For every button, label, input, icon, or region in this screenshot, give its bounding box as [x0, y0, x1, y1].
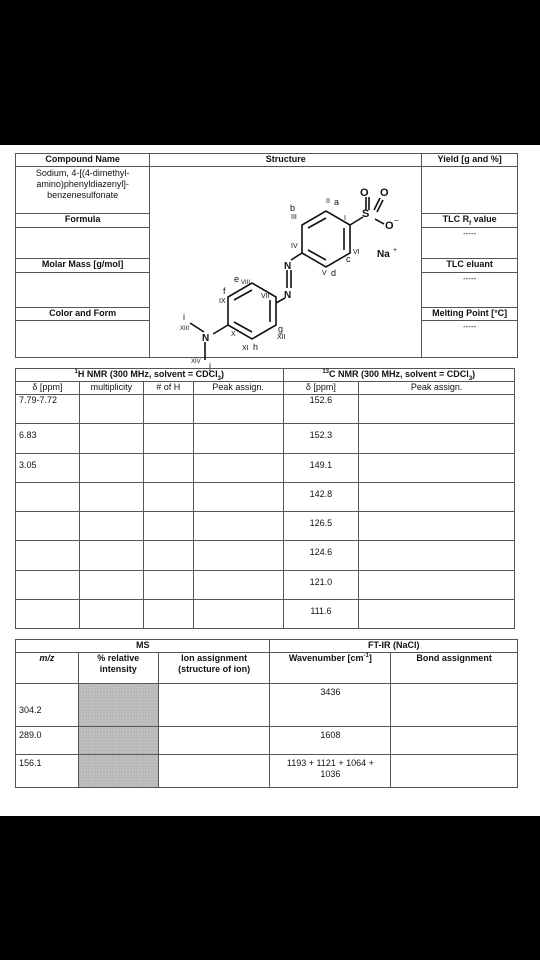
c-shift-cell: 121.0 — [283, 570, 359, 599]
rel-intensity-header: % relative intensity — [78, 653, 158, 684]
h-nmr-close: ) — [220, 369, 224, 379]
tlc-rf-header — [422, 214, 518, 228]
melting-point-value: ----- — [422, 321, 518, 358]
structure-cell — [150, 167, 422, 371]
c-shift-cell: 124.6 — [283, 541, 359, 570]
minus-charge: − — [394, 216, 399, 225]
c-assign-cell — [359, 541, 515, 570]
plus-charge: + — [393, 247, 398, 254]
mz-cell: 304.2 — [16, 684, 79, 727]
rel-intensity-cell — [78, 755, 158, 788]
h-shift-cell — [16, 512, 80, 541]
wavenumber-cell: 1608 — [270, 727, 391, 755]
h-nmr-title-text: H NMR (300 MHz, solvent = CDCl — [77, 369, 218, 379]
label-X: X — [231, 331, 236, 338]
ion-assignment-header: Ion assignment (structure of ion) — [158, 653, 270, 684]
h-assign-cell — [193, 453, 283, 482]
c-nmr-title-text: C NMR (300 MHz, solvent = CDCl — [329, 369, 469, 379]
nmr-row — [16, 599, 515, 628]
label-e: e — [234, 274, 240, 284]
nmr-row — [16, 482, 515, 511]
nmr-row — [16, 395, 515, 424]
num-h-cell — [143, 482, 193, 511]
multiplicity-cell — [79, 541, 143, 570]
nmr-row — [16, 541, 515, 570]
tlc-rf-value: ----- — [422, 227, 518, 258]
h-assign-cell — [193, 541, 283, 570]
h-shift-cell: 6.83 — [16, 424, 80, 453]
num-h-cell — [143, 599, 193, 628]
tlc-rf-subscript: f — [469, 221, 472, 228]
amine-nitrogen: N — [202, 333, 210, 344]
molar-mass-value — [16, 272, 150, 307]
color-form-header: Color and Form — [16, 307, 150, 321]
label-g: g — [278, 324, 284, 334]
nmr-row — [16, 453, 515, 482]
label-XI: XI — [242, 345, 249, 352]
wavenumber-cell: 3436 — [270, 684, 391, 727]
c-nmr-sub: 3 — [468, 375, 473, 382]
c-assign-cell — [359, 599, 515, 628]
c-assign-cell — [359, 453, 515, 482]
c-assign-cell — [359, 482, 515, 511]
c-nmr-close: ) — [472, 369, 476, 379]
h-shift-cell — [16, 541, 80, 570]
color-form-value — [16, 321, 150, 358]
multiplicity-cell — [79, 512, 143, 541]
h-shift-cell — [16, 599, 80, 628]
nmr-row — [16, 570, 515, 599]
tlc-eluant-header: TLC eluant — [422, 259, 518, 273]
multiplicity-header: multiplicity — [79, 382, 143, 395]
tlc-eluant-value: ----- — [422, 272, 518, 307]
multiplicity-cell — [79, 570, 143, 599]
structure-header: Structure — [150, 154, 422, 167]
formula-value — [16, 227, 150, 258]
tlc-rf-label-end: value — [471, 214, 497, 225]
oxygen-atom-2: O — [380, 187, 389, 199]
c-assign-cell — [359, 424, 515, 453]
num-h-cell — [143, 395, 193, 424]
c-assign-cell — [359, 570, 515, 599]
multiplicity-cell — [79, 424, 143, 453]
c-shift-cell: 111.6 — [283, 599, 359, 628]
nmr-table — [15, 368, 515, 629]
formula-header: Formula — [16, 214, 150, 228]
bond-assignment-cell — [391, 684, 518, 727]
nmr-row — [16, 512, 515, 541]
rel-intensity-cell — [78, 727, 158, 755]
wavenumber-close: ] — [368, 653, 372, 663]
h-shift-cell — [16, 482, 80, 511]
compound-info-table — [15, 153, 518, 371]
oxygen-anion: O — [385, 220, 394, 232]
h-shift-cell: 7.79-7.72 — [16, 395, 80, 424]
label-III: III — [291, 214, 298, 221]
h-shift-cell — [16, 570, 80, 599]
c-nmr-sup: 13 — [322, 369, 330, 375]
label-a: a — [334, 197, 340, 207]
bond-assignment-cell — [391, 727, 518, 755]
wavenumber-cell: 1193 + 1121 + 1064 + 1036 — [270, 755, 391, 788]
label-i: i — [183, 312, 186, 322]
c-shift-cell: 126.5 — [283, 512, 359, 541]
h-assign-cell — [193, 570, 283, 599]
yield-header: Yield [g and %] — [422, 154, 518, 167]
h-assign-cell — [193, 424, 283, 453]
label-XIV: XIV — [191, 359, 201, 365]
ms-title: MS — [16, 640, 270, 653]
num-h-cell — [143, 424, 193, 453]
label-c: c — [346, 254, 351, 264]
structure-drawing — [150, 167, 421, 371]
mz-header: m/z — [16, 653, 79, 684]
h-nmr-sup: 1 — [74, 369, 78, 375]
compound-name-value: Sodium, 4-[(4-dimethyl-amino)phenyldiazenyl]-benzenesulfonate — [16, 167, 150, 214]
mz-cell: 156.1 — [16, 755, 79, 788]
num-h-cell — [143, 453, 193, 482]
num-h-cell — [143, 512, 193, 541]
label-I: I — [344, 215, 347, 222]
label-j: j — [209, 361, 212, 371]
yield-value — [422, 167, 518, 214]
wavenumber-header — [270, 653, 391, 684]
ir-title: FT-IR (NaCl) — [270, 640, 518, 653]
oxygen-atom-1: O — [360, 187, 369, 199]
azo-nitrogen-1: N — [284, 261, 292, 272]
wavenumber-sup: -1 — [363, 653, 369, 659]
num-h-cell — [143, 541, 193, 570]
label-XIII: XIII — [180, 326, 190, 332]
h-assign-cell — [193, 599, 283, 628]
c-assign-cell — [359, 512, 515, 541]
label-d: d — [331, 268, 337, 278]
label-V: V — [322, 270, 327, 277]
c-shift-header: δ [ppm] — [283, 382, 359, 395]
wavenumber-label: Wavenumber [cm — [288, 653, 364, 663]
h-nmr-sub: 3 — [217, 375, 221, 382]
molar-mass-header: Molar Mass [g/mol] — [16, 259, 150, 273]
c-nmr-title — [283, 369, 515, 382]
ms-ir-row — [16, 684, 518, 727]
ion-assignment-cell — [158, 727, 270, 755]
bond-assignment-cell — [391, 755, 518, 788]
ms-ir-row — [16, 755, 518, 788]
label-VI: VI — [353, 249, 360, 256]
num-h-cell — [143, 570, 193, 599]
melting-point-header: Melting Point [°C] — [422, 307, 518, 321]
ms-ir-table — [15, 639, 518, 788]
multiplicity-cell — [79, 599, 143, 628]
label-h: h — [253, 342, 259, 352]
rel-intensity-cell — [78, 684, 158, 727]
nmr-row — [16, 424, 515, 453]
azo-nitrogen-2: N — [284, 290, 292, 301]
label-XII: XII — [277, 334, 286, 341]
tlc-rf-label: TLC R — [442, 214, 470, 225]
h-shift-header: δ [ppm] — [16, 382, 80, 395]
label-VIII: VIII — [241, 280, 251, 286]
label-f: f — [223, 286, 226, 296]
label-II: II — [326, 198, 331, 205]
ion-assignment-cell — [158, 684, 270, 727]
multiplicity-cell — [79, 482, 143, 511]
h-assign-cell — [193, 482, 283, 511]
h-nmr-title — [16, 369, 284, 382]
c-shift-cell: 142.8 — [283, 482, 359, 511]
multiplicity-cell — [79, 395, 143, 424]
bond-assignment-header: Bond assignment — [391, 653, 518, 684]
label-VII: VII — [261, 293, 270, 300]
c-shift-cell: 152.6 — [283, 395, 359, 424]
label-b: b — [290, 203, 296, 213]
h-assign-cell — [193, 395, 283, 424]
c-peak-assign-header: Peak assign. — [359, 382, 515, 395]
ms-ir-row — [16, 727, 518, 755]
multiplicity-cell — [79, 453, 143, 482]
compound-name-header: Compound Name — [16, 154, 150, 167]
h-peak-assign-header: Peak assign. — [193, 382, 283, 395]
c-shift-cell: 149.1 — [283, 453, 359, 482]
num-h-header: # of H — [143, 382, 193, 395]
sulfur-atom: S — [362, 208, 370, 220]
h-shift-cell: 3.05 — [16, 453, 80, 482]
c-shift-cell: 152.3 — [283, 424, 359, 453]
c-assign-cell — [359, 395, 515, 424]
label-IX: IX — [219, 298, 226, 305]
mz-cell: 289.0 — [16, 727, 79, 755]
h-assign-cell — [193, 512, 283, 541]
label-IV: IV — [291, 243, 298, 250]
sodium-ion: Na — [377, 249, 391, 260]
ion-assignment-cell — [158, 755, 270, 788]
